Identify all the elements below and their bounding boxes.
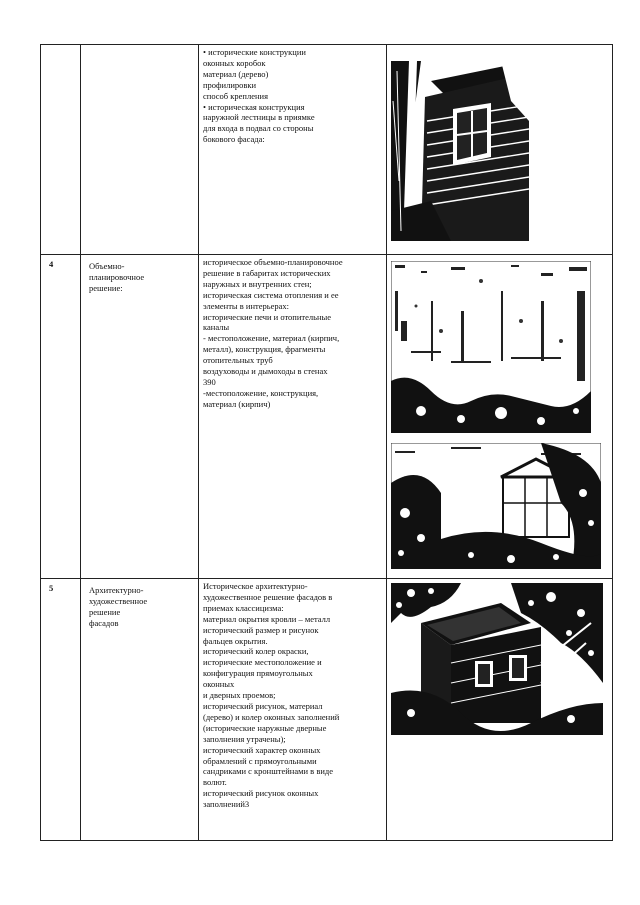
element-name: Архитектурно- художественное решение фасадов [89,585,148,628]
row-number: 4 [49,259,54,269]
photo-cell [387,45,613,255]
row-number-cell [41,579,81,841]
description-text: Историческое архитектурно- художественное решение фасадов в приемах классицизма: материал окрытия кровли – металл исторический размер и рисунок фальцев окрытия. исторический колер окраски, исторические местоположение и конфигурация прямоугольных оконных и дверных проемов; исторический рисунок, материал (дерево) и колер оконных заполнений (исторические наружные дверные заполнения утрачены); исторический характер оконных обрамлений с прямоугольными сандриками с кронштейнами в виде волют. исторический рисунок оконных заполнений3 [203,581,340,810]
element-name-cell [81,255,199,579]
table-row [41,45,613,255]
photo-facade-overexposed [391,261,591,433]
photo-wooden-house-corner [391,61,529,241]
element-name-cell [81,45,199,255]
row-number-cell [41,255,81,579]
element-name-cell [81,579,199,841]
row-number-cell [41,45,81,255]
description-cell [199,255,387,579]
row-number: 5 [49,583,54,593]
element-name: Объемно- планировочное решение: [89,261,145,293]
protection-subjects-table [40,44,613,841]
photo-cell [387,255,613,579]
table-row [41,579,613,841]
photo-cell [387,579,613,841]
description-cell [199,45,387,255]
description-text: историческое объемно-планировочное решение в габаритах исторических наружных и внутренних стен; историческая система отопления и ее элементы в интерьерах: исторические печи и отопительные каналы - местоположение, материал (кирпич, металл), конструкция, фрагменты отопительных труб воздуховоды и дымоходы в стенах 390 -местоположение, конструкция, материал (кирпич) [203,257,343,409]
photo-house-among-trees [391,443,601,569]
photo-house-roof-corner [391,583,603,735]
table-row [41,255,613,579]
description-text: • исторические конструкции оконных коробок материал (дерево) профилировки способ крепления • историческая конструкция наружной лестницы в приямке для входа в подвал со стороны бокового фасада: [203,47,315,145]
description-cell [199,579,387,841]
